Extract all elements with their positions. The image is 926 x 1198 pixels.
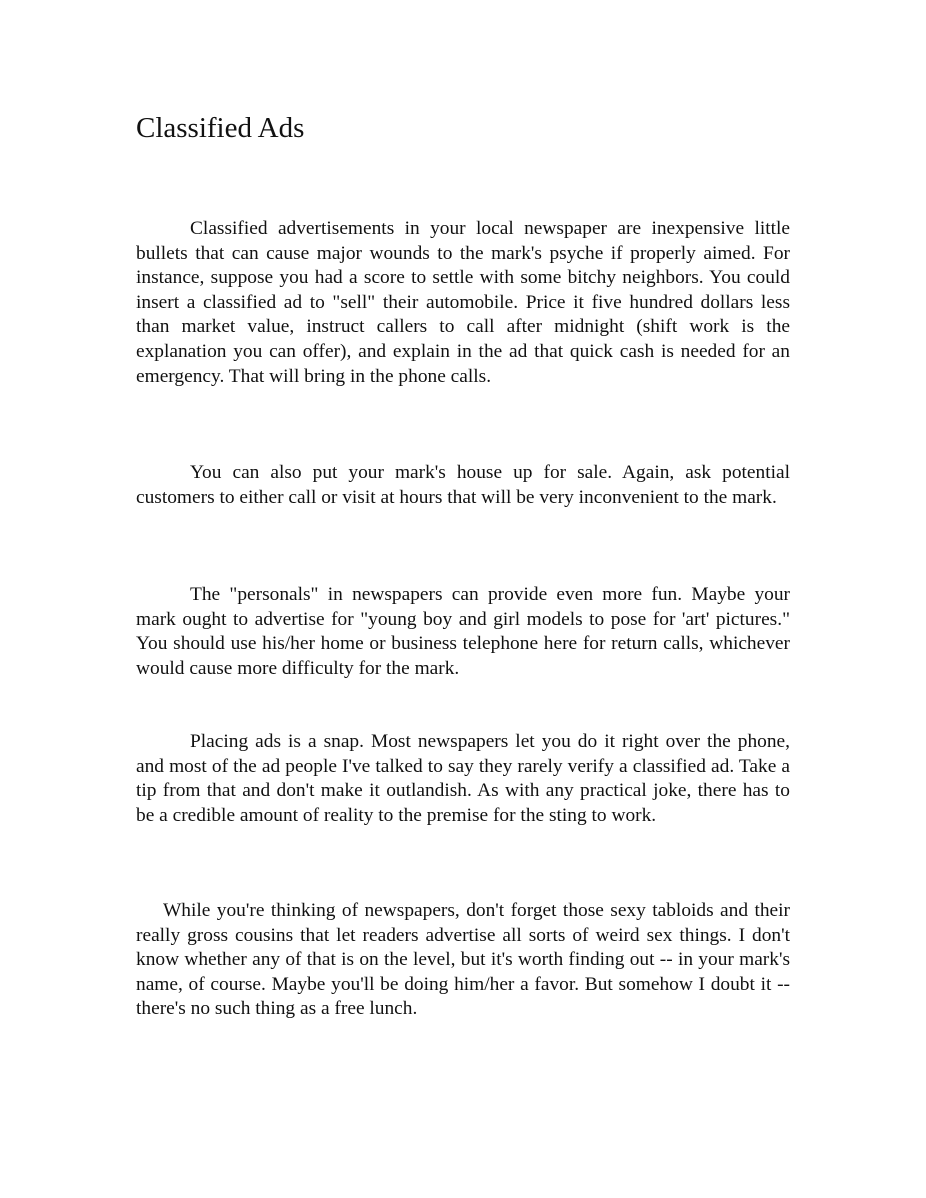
page-title: Classified Ads: [136, 112, 305, 144]
paragraph-placing-ads: Placing ads is a snap. Most newspapers let you do it right over the phone, and most of the ad people I've talked to say they rarely verify a classified ad. Take a tip from that and don't make it outlandish. As with any practical joke, there has to be a credible amount of reality to the premise for the sting to work.: [136, 731, 790, 826]
paragraph-classified-advertisements: Classified advertisements in your local newspaper are inexpensive little bullets that can cause major wounds to the mark's psyche if properly aimed. For instance, suppose you had a score to settle with some bitchy neighbors. You could insert a classified ad to "sell" their automobile. Price it five hundred dollars less than market value, instruct callers to call after midnight (shift work is the explanation you can offer), and explain in the ad that quick cash is needed for an emergency. That will bring in the phone calls.: [136, 218, 790, 387]
paragraph-tabloids: While you're thinking of newspapers, don't forget those sexy tabloids and their really gross cousins that let readers advertise all sorts of weird sex things. I don't know whether any of that is on the level, but it's worth finding out -- in your mark's name, of course. Maybe you'll be doing him/her a favor. But somehow I doubt it -- there's no such thing as a free lunch.: [136, 900, 790, 1020]
paragraph-personals: The "personals" in newspapers can provide even more fun. Maybe your mark ought to advertise for "young boy and girl models to pose for 'art' pictures." You should use his/her home or business telephone here for return calls, whichever would cause more difficulty for the mark.: [136, 584, 790, 679]
paragraph-house-for-sale: You can also put your mark's house up for sale. Again, ask potential customers to either call or visit at hours that will be very inconvenient to the mark.: [136, 462, 790, 508]
